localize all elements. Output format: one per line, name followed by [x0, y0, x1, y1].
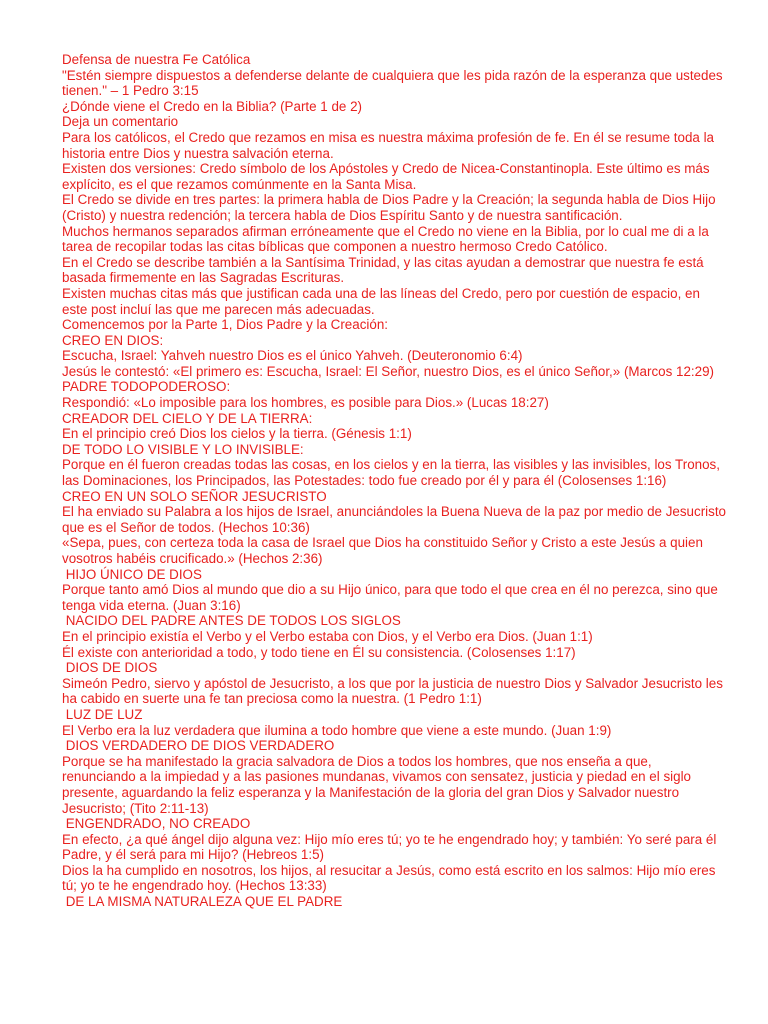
text-line: En el principio existía el Verbo y el Verbo estaba con Dios, y el Verbo era Dios. (Juan 1:1) [62, 628, 593, 644]
document-body [62, 52, 728, 910]
text-line: Porque se ha manifestado la gracia salvadora de Dios a todos los hombres, que nos enseña a que, renunciando a la impiedad y a las pasiones mundanas, vivamos con sensatez, justicia y piedad en el siglo presente, aguardando la feliz esperanza y la Manifestación de la gloria del gran Dios y Salvador nuestro Jesucristo; (Tito 2:11-13) [62, 753, 695, 816]
text-line: ENGENDRADO, NO CREADO [62, 816, 251, 832]
text-line: Para los católicos, el Credo que rezamos en misa es nuestra máxima profesión de fe. En él se resume toda la historia entre Dios y nuestra salvación eterna. [62, 129, 718, 161]
text-line: Muchos hermanos separados afirman erróneamente que el Credo no viene en la Biblia, por lo cual me di a la tarea de recopilar todas las citas bíblicas que componen a nuestro hermoso Credo Católico. [62, 223, 713, 255]
text-line: En el principio creó Dios los cielos y la tierra. (Génesis 1:1) [62, 426, 412, 442]
text-line: DE LA MISMA NATURALEZA QUE EL PADRE [62, 894, 343, 910]
text-line: El Credo se divide en tres partes: la primera habla de Dios Padre y la Creación; la segunda habla de Dios Hijo (Cristo) y nuestra redención; la tercera habla de Dios Espíritu Santo y de nuestra santificación. [62, 192, 720, 223]
text-line: DE TODO LO VISIBLE Y LO INVISIBLE: [62, 441, 304, 457]
text-line: En el Credo se describe también a la Santísima Trinidad, y las citas ayudan a demostrar que nuestra fe está basada firmemente en las Sagradas Escrituras. [62, 254, 708, 286]
text-line: Comencemos por la Parte 1, Dios Padre y la Creación: [62, 317, 388, 333]
text-line: Defensa de nuestra Fe Católica [62, 52, 251, 67]
text-line: En efecto, ¿a qué ángel dijo alguna vez: Hijo mío eres tú; yo te he engendrado hoy; y también: Yo seré para él Padre, y él será para mi Hijo? (Hebreos 1:5) [62, 831, 721, 863]
text-line: Porque en él fueron creadas todas las cosas, en los cielos y en la tierra, las visibles y las invisibles, los Tronos, las Dominaciones, los Principados, las Potestades: todo fue creado por él y para él (Colosenses 1:16) [62, 457, 724, 489]
text-line: El ha enviado su Palabra a los hijos de Israel, anunciándoles la Buena Nueva de la paz por medio de Jesucristo que es el Señor de todos. (Hechos 10:36) [62, 504, 730, 535]
text-line: Existen muchas citas más que justifican cada una de las líneas del Credo, pero por cuestión de espacio, en este post incluí las que me parecen más adecuadas. [62, 285, 704, 317]
text-line: Escucha, Israel: Yahveh nuestro Dios es el único Yahveh. (Deuteronomio 6:4) [62, 348, 523, 364]
text-line: DIOS DE DIOS [62, 660, 158, 676]
text-line: NACIDO DEL PADRE ANTES DE TODOS LOS SIGLOS [62, 613, 401, 629]
text-line: LUZ DE LUZ [62, 706, 143, 722]
text-line: CREO EN DIOS: [62, 332, 164, 348]
text-line: «Sepa, pues, con certeza toda la casa de Israel que Dios ha constituido Señor y Cristo a este Jesús a quien vosotros habéis crucificado.» (Hechos 2:36) [62, 535, 707, 566]
text-line: ¿Dónde viene el Credo en la Biblia? (Parte 1 de 2) [62, 98, 362, 114]
text-line: Deja un comentario [62, 114, 179, 130]
text-line: "Estén siempre dispuestos a defenderse delante de cualquiera que les pida razón de la esperanza que ustedes tienen." – 1 Pedro 3:15 [62, 67, 727, 99]
text-line: Jesús le contestó: «El primero es: Escucha, Israel: El Señor, nuestro Dios, es el único Señor,» (Marcos 12:29) [62, 363, 714, 379]
text-line: CREADOR DEL CIELO Y DE LA TIERRA: [62, 410, 313, 426]
text-line: Respondió: «Lo imposible para los hombres, es posible para Dios.» (Lucas 18:27) [62, 395, 549, 411]
text-line: El Verbo era la luz verdadera que ilumina a todo hombre que viene a este mundo. (Juan 1:9) [62, 722, 612, 738]
text-line: Simeón Pedro, siervo y apóstol de Jesucristo, a los que por la justicia de nuestro Dios y Salvador Jesucristo les ha cabido en suerte una fe tan preciosa como la nuestra. (1 Pedro 1:1) [62, 675, 727, 707]
text-line: CREO EN UN SOLO SEÑOR JESUCRISTO [62, 488, 327, 504]
text-line: Existen dos versiones: Credo símbolo de los Apóstoles y Credo de Nicea-Constantinopla. Este último es más explícito, es el que rezamos comúnmente en la Santa Misa. [62, 161, 714, 192]
text-line: PADRE TODOPODEROSO: [62, 379, 231, 395]
text-line: HIJO ÚNICO DE DIOS [62, 566, 202, 582]
text-line: Porque tanto amó Dios al mundo que dio a su Hijo único, para que todo el que crea en él no perezca, sino que tenga vida eterna. (Juan 3:16) [62, 582, 722, 613]
text-line: Él existe con anterioridad a todo, y todo tiene en Él su consistencia. (Colosenses 1:17) [62, 644, 576, 660]
text-line: DIOS VERDADERO DE DIOS VERDADERO [62, 738, 335, 754]
text-line: Dios la ha cumplido en nosotros, los hijos, al resucitar a Jesús, como está escrito en los salmos: Hijo mío eres tú; yo te he engendrado hoy. (Hechos 13:33) [62, 862, 720, 894]
